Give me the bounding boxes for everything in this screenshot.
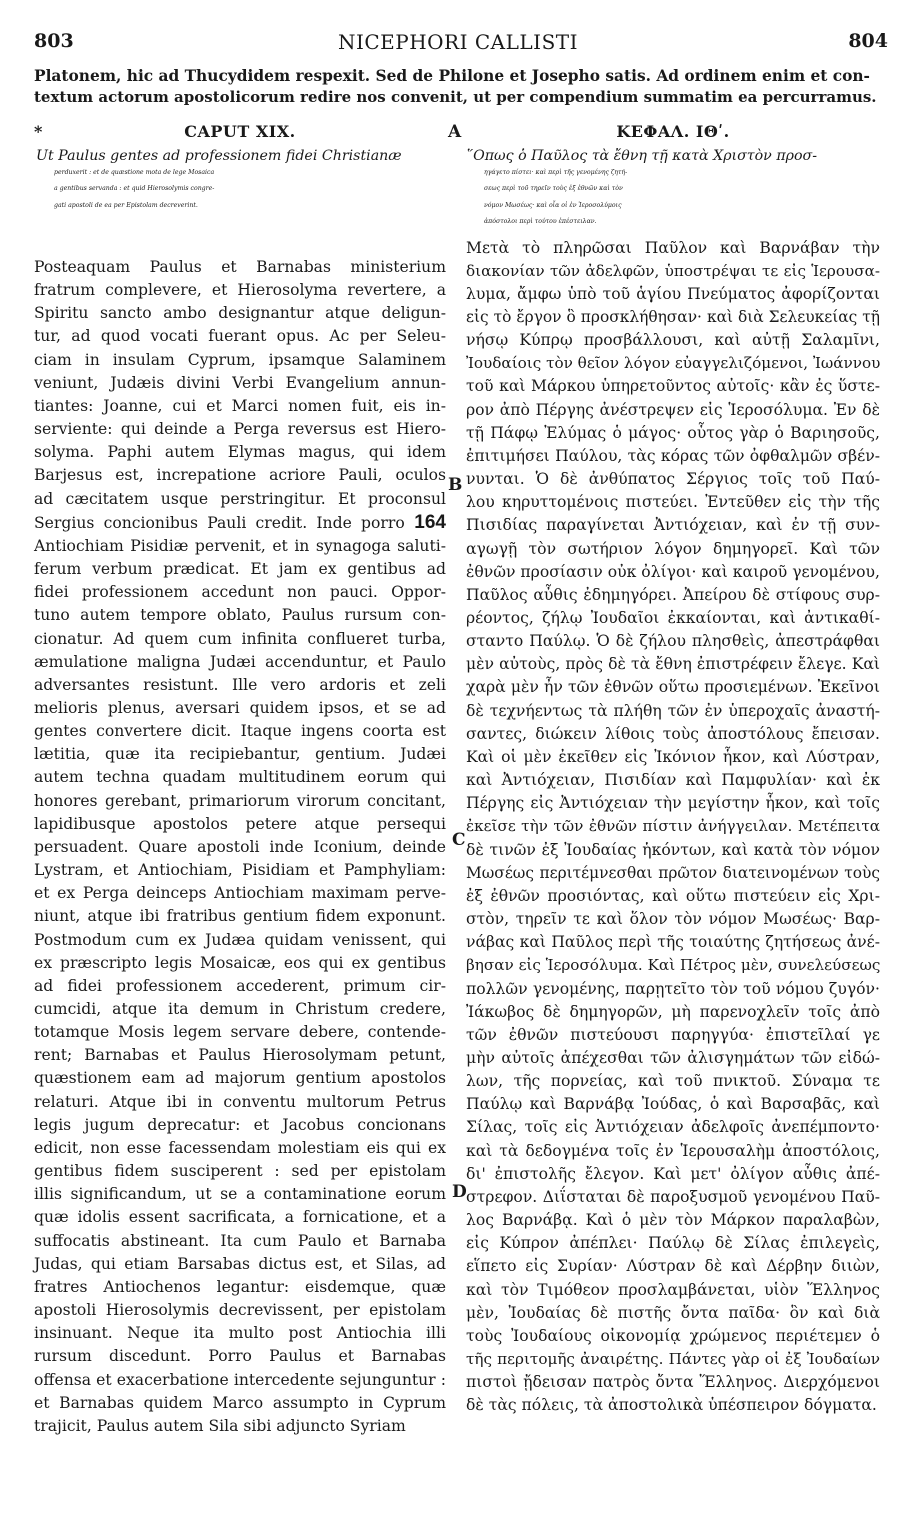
text-line: τῶν ἐθνῶν πιστεύουσι παρηγγύα· ἐπιστεῖλαί γε [466,1025,880,1044]
chapter-heading-latin [34,120,446,144]
text-line: Πισιδίας παραγίνεται Ἀντιόχειαν, καὶ ἐν τῇ συν- [466,516,880,535]
text-line: ἐθνῶν προσίασιν οὐκ ὀλίγοι· καὶ καιροῦ γενομένου, [466,562,880,581]
text-line: edicit, non esse facessendam molestiam eis qui ex [34,1138,446,1157]
text-line: Ἰουδαίοις τὸν θεῖον λόγον εὐαγγελιζόμενοι, Ἰωάννου [466,354,881,373]
text-line: ρέοντος, ζήλῳ Ἰουδαῖοι ἐκκαίονται, καὶ ἀντικαθί- [466,609,880,627]
text-line: gentes convertere dicit. Itaque ingens coorta est [34,722,446,741]
text-line: καὶ τὸν Τιμόθεον προσλαμβάνεται, υἱὸν Ἕλληνος [466,1280,880,1299]
text-line: σταντο Παύλῳ. Ὁ δὲ ζήλου πλησθεὶς, ἀπεστράφθαι [466,632,880,651]
text-line: ἐξ ἐθνῶν προσιόντας, καὶ οὕτω πιστεύειν εἰς Χρι- [466,886,880,905]
text-line: διακονίαν τῶν ἀδελφῶν, ὑποστρέψαι τε εἰς Ἱερουσα- [466,261,880,280]
text-line: μὲν, Ἰουδαίας δὲ πιστῆς ὄντα παῖδα· ὃν καὶ διὰ [466,1303,880,1322]
text-line: ad cæcitatem usque perstringitur. Et proconsul [34,489,446,508]
section-marker-c: C [452,830,466,850]
running-title: NICEPHORI CALLISTI [337,30,579,54]
section-marker-a: A [448,122,462,142]
text-line: ἐπιτιμήσει Παύλου, τὰς κόρας τῶν ὀφθαλμῶν σβέν- [466,446,880,465]
text-line: legis jugum deprecatur: et Jacobus concionans [34,1115,446,1134]
text-line: δὲ τεχνήεντως τὰ πλήθη τῶν ἐν ὑπεροχαῖς ἀναστή- [466,701,880,720]
text-line: λων, τῆς πορνείας, καὶ τοῦ πνικτοῦ. Σύναμα τε [466,1072,880,1091]
text-line: μὲν αὐτοὺς, πρὸς δὲ τὰ ἔθνη ἐπιστρέφειν ἔλεγε. Καὶ [466,655,880,674]
text-line: Postmodum cum ex Judæa quidam venissent, qui [34,930,446,949]
text-line: autem techna quadam multitudinem eorum qui [34,768,446,787]
page-number-left: 803 [34,30,74,52]
chapter-summary-latin [34,148,446,214]
chapter-heading-greek [466,120,880,144]
text-line: νήσῳ Κύπρῳ προσβάλλουσι, καὶ αὐτῇ Σαλαμῖνι, [466,331,880,350]
text-line: tur, ad quod vocati fuerant opus. Ac per Seleu- [34,327,446,346]
text-line: στὸν, τηρεῖν τε καὶ ὅλον τὸν νόμον Μωσέως· Βαρ- [466,910,880,929]
text-line: καὶ Ἀντιόχειαν, Πισιδίαν καὶ Παμφυλίαν· καὶ ἐκ [466,771,880,790]
text-line: et Barnabas quidem Marco assumpto in Cyprum [34,1393,446,1412]
text-line: trajicit, Paulus autem Sila sibi adjuncto Syriam [34,1416,406,1435]
text-line: apostoli Hierosolymis decrevissent, per epistolam [34,1301,446,1320]
text-line: ad fidei professionem accederent, primum cir- [34,976,446,995]
text-line: adversantes resistunt. Ille vero ardoris et zeli [34,675,446,694]
text-line: honores gerebant, primariorum virorum concitant, [34,791,446,810]
summary-line: ἀπόστολοι περὶ τούτου ἐπέστειλαν. [484,218,597,225]
text-line: cumcidi, atque ita demum in Christum credere, [34,1000,446,1018]
text-line: Πέργης εἰς Ἀντιόχειαν τὴν μεγίστην ἧκον, καὶ τοῖς [466,794,880,813]
text-line: niunt, atque ibi fratribus gentium fidem exponunt. [34,907,446,926]
text-line: χαρὰ μὲν ἦν τῶν ἐθνῶν οὕτω προσιεμένων. Ἐκεῖνοι [466,678,880,697]
latin-column [34,120,446,1438]
summary-line: ῞Οπως ὁ Παῦλος τὰ ἔθνη τῇ κατὰ Χριστὸν προσ- [466,148,818,164]
text-line: πολλῶν γενομένης, παρῃτεῖτο τὸν τοῦ νόμου ζυγόν· [466,979,880,998]
summary-line: νόμον Μωσέως· καὶ οἷα οἱ ἐν Ἱεροσολύμοις [484,201,622,209]
text-line: ferum verbum prædicat. Et jam ex gentibus ad [34,560,446,579]
text-line: Σίλας, τοῖς εἰς Ἀντιόχειαν ἀδελφοῖς ἀνεπέμποντο· [466,1118,880,1137]
text-line: Judas, qui etiam Barsabas dictus est, et Silas, ad [34,1254,446,1273]
text-line: εἵπετο εἰς Συρίαν· Λύστραν δὲ καὶ Δέρβην διιὼν, [466,1257,880,1276]
text-line: Παύλῳ καὶ Βαρνάβᾳ Ἰούδας, ὁ καὶ Βαρσαβᾶς, καὶ [466,1095,880,1114]
text-line: βησαν εἰς Ἱεροσόλυμα. Καὶ Πέτρος μὲν, συνελεύσεως [466,956,881,975]
text-line: fratres Antiochenos legantur: eisdemque, quæ [34,1277,446,1296]
chapter-star: * [34,122,43,141]
text-line: αγωγῇ τὸν σωτήριον λόγον δημηγορεῖ. Καὶ τῶν [466,539,880,558]
text-line: τῆς περιτομῆς ἀναιρέτης. Πάντες γὰρ οἱ ἐξ Ἰουδαίων [466,1350,880,1368]
text-line: εἰς τὸ ἔργον ὃ προσκλήθησαν· καὶ διὰ Σελευκείας τῇ [466,307,880,326]
text-line: veniunt, Judæis divini Verbi Evangelium annun- [34,373,446,392]
text-line: illis significandum, ut se a contaminatione eorum [34,1185,446,1204]
text-line: ρον ἀπὸ Πέργης ἀνέστρεψεν εἰς Ἱεροσόλυμα. Ἐν δὲ [466,400,880,419]
text-line: Antiochiam Pisidiæ pervenit, et in synagoga saluti- [34,536,446,555]
text-line: νυνται. Ὁ δὲ ἀνθύπατος Σέργιος τοῖς τοῦ Παύ- [466,470,880,489]
text-line: Παῦλος αὖθις ἐδημηγόρει. Ἀπείρου δὲ στίφους συρ- [466,585,880,604]
text-line: et ex Perga deinceps Antiochiam maximam perve- [34,884,446,903]
text-line: Posteaquam Paulus et Barnabas ministerium [34,258,446,276]
text-line: Barjesus est, increpatione acriore Pauli, oculos [34,466,446,485]
intro-paragraph [34,66,876,108]
intro-line: Platonem, hic ad Thucydidem respexit. Sed de Philone et Josepho satis. Ad ordinem enim et con- [34,67,870,85]
text-line: καὶ τὰ δεδογμένα τοῖς ἐν Ἱερουσαλὴμ ἀποστόλοις, [466,1141,880,1160]
text-line: æmulatione maligna Judæi accenduntur, et Paulo [34,652,446,671]
text-line: νάβας καὶ Παῦλος περὶ τῆς τοιαύτης ζητήσεως ἀνέ- [466,933,880,952]
summary-line: ηγάγετο πίστει· καὶ περὶ τῆς γενομένης ζητή- [484,168,628,176]
text-line: λου κηρυττομένοις πιστεύει. Ἐντεῦθεν εἰς τὴν τῆς [466,493,880,512]
text-line: δὲ τινῶν ἐξ Ἰουδαίας ἡκόντων, καὶ κατὰ τὸν νόμον [466,840,880,859]
text-line: persuadent. Quare apostoli inde Iconium, deinde [34,837,446,856]
text-line: λυμα, ἄμφω ὑπὸ τοῦ ἁγίου Πνεύματος ἀφορίζονται [466,284,880,303]
text-line: τοὺς Ἰουδαίους οἰκονομίᾳ χρώμενος περιέτεμεν ὁ [466,1326,880,1345]
text-line: insinuant. Neque ita multo post Antiochia illi [34,1324,446,1343]
chapter-title-latin: CAPUT XIX. [184,122,296,141]
text-line: στρεφον. Διΐσταται δὲ παροξυσμοῦ γενομένου Παῦ- [466,1187,880,1206]
text-line: Spiritu sancto ambo designantur atque deligun- [34,304,446,323]
intro-line: textum actorum apostolicorum redire nos convenit, ut per compendium summatim ea percurramus. [34,88,877,106]
text-line: λος Βαρνάβᾳ. Καὶ ὁ μὲν τὸν Μάρκον παραλαβὼν, [466,1211,880,1230]
body-text-latin [34,256,446,1438]
text-line: solyma. Paphi autem Elymas magus, qui idem [34,443,446,462]
text-line: tuno autem tempore oblato, Paulus rursum con- [34,606,446,625]
greek-column [466,120,880,1417]
text-line: ciam in insulam Cyprum, ipsamque Salaminem [34,350,446,369]
text-line: offensa et exacerbatione intercedente sejunguntur : [34,1370,446,1389]
page-number-right: 804 [848,30,888,52]
text-line: Μετὰ τὸ πληρῶσαι Παῦλον καὶ Βαρνάβαν τὴν [466,238,880,257]
text-line: τῇ Πάφῳ Ἐλύμας ὁ μάγος· οὗτος γὰρ ὁ Βαριησοῦς, [466,423,880,442]
text-line: πιστοὶ ᾔδεισαν πατρὸς ὄντα Ἕλληνος. Διερχόμενοι [466,1373,880,1392]
text-line: ἐκεῖσε τὴν τῶν ἐθνῶν πίστιν ἀνήγγειλαν. Μετέπειτα [466,817,880,836]
text-line: lapidibusque apostolos petere atque persequi [34,814,446,833]
text-line: τοῦ καὶ Μάρκου ὑπηρετοῦντος αὐτοῖς· κἂν ἐς ὕστε- [466,377,880,396]
text-line: σαντες, διώκειν λίθοις τοὺς ἀποστόλους ἔπεισαν. [466,724,880,743]
text-line: quæ idolis essent sacrificata, a fornicatione, et a [34,1208,446,1227]
summary-line: gati apostoli de ea per Epistolam decreverint. [54,201,198,209]
page-header [28,30,888,56]
text-line: lætitia, quæ ita recipiebantur, gentium. Judæi [34,745,446,764]
text-line: tiantes: Joanne, cui et Marci nomen fuit, eis in- [34,396,446,415]
text-line: Sergius concionibus Pauli credit. Inde porro 164 [34,511,447,533]
chapter-title-greek: ΚΕΦΑΛ. ΙΘʹ. [616,122,730,141]
text-line: fidei professionem accedunt non pauci. Oppor- [34,583,446,602]
summary-line: Ut Paulus gentes ad professionem fidei Christianæ [36,148,402,164]
marginal-number: 164 [404,511,447,533]
text-line: δι' ἐπιστολῆς ἔλεγον. Καὶ μετ' ὀλίγον αὖθις ἀπέ- [466,1164,880,1183]
text-line: relaturi. Atque ibi in conventu multorum Petrus [34,1092,446,1111]
text-line: gentibus fidem susciperent : sed per epistolam [34,1162,446,1181]
summary-line: σεως περὶ τοῦ τηρεῖν τοὺς ἐξ ἐθνῶν καὶ τὸν [484,185,623,192]
text-line: fratrum complevere, et Hierosolyma revertere, a [34,281,446,300]
text-line: totamque Mosis legem servare debere, contende- [34,1023,446,1042]
text-line: Μωσέως περιτέμνεσθαι πρῶτον διατεινομένων τοὺς [466,863,880,882]
text-line: Ἰάκωβος δὲ δημηγορῶν, μὴ παρενοχλεῖν τοῖς ἀπὸ [466,1002,880,1021]
text-line: melioris plenus, aversari quidem ipsos, et se ad [34,698,446,717]
text-line: rent; Barnabas et Paulus Hierosolymam petunt, [34,1046,446,1065]
chapter-summary-greek [466,148,880,231]
text-line: Καὶ οἱ μὲν ἐκεῖθεν εἰς Ἰκόνιον ἧκον, καὶ Λύστραν, [466,747,880,766]
text-line: εἰς Κύπρον ἀπέπλει· Παύλῳ δὲ Σίλας ἐπιλεγεὶς, [466,1234,880,1253]
text-line: cionatur. Ad quem cum infinita conflueret turba, [34,629,446,648]
section-marker-b: B [448,475,463,495]
text-line: ex præscripto legis Mosaicæ, eos qui ex gentibus [34,953,446,972]
text-line: δὲ τὰς πόλεις, τὰ ἀποστολικὰ ὑπέσπειρον δόγματα. [466,1396,877,1415]
summary-line: a gentibus servanda : et quid Hierosolymis congre- [54,185,215,192]
body-text-greek [466,237,880,1418]
text-line: suffocatis abstineant. Ita cum Paulo et Barnaba [34,1231,446,1250]
text-line: Lystram, et Antiochiam, Pisidiam et Pamphyliam: [34,861,446,880]
text-line: serviente: qui deinde a Perga reversus est Hiero- [34,420,446,439]
text-line: quæstionem eam ad majorum gentium apostolos [34,1069,446,1088]
text-line: rursum discedunt. Porro Paulus et Barnabas [34,1347,446,1366]
summary-line: perduxerit : et de quæstione mota de lege Mosaica [54,168,215,176]
text-line: μὴν αὐτοῖς ἀπέχεσθαι τῶν ἀλισγημάτων τῶν εἰδώ- [466,1048,880,1067]
section-marker-d: D [452,1182,467,1202]
